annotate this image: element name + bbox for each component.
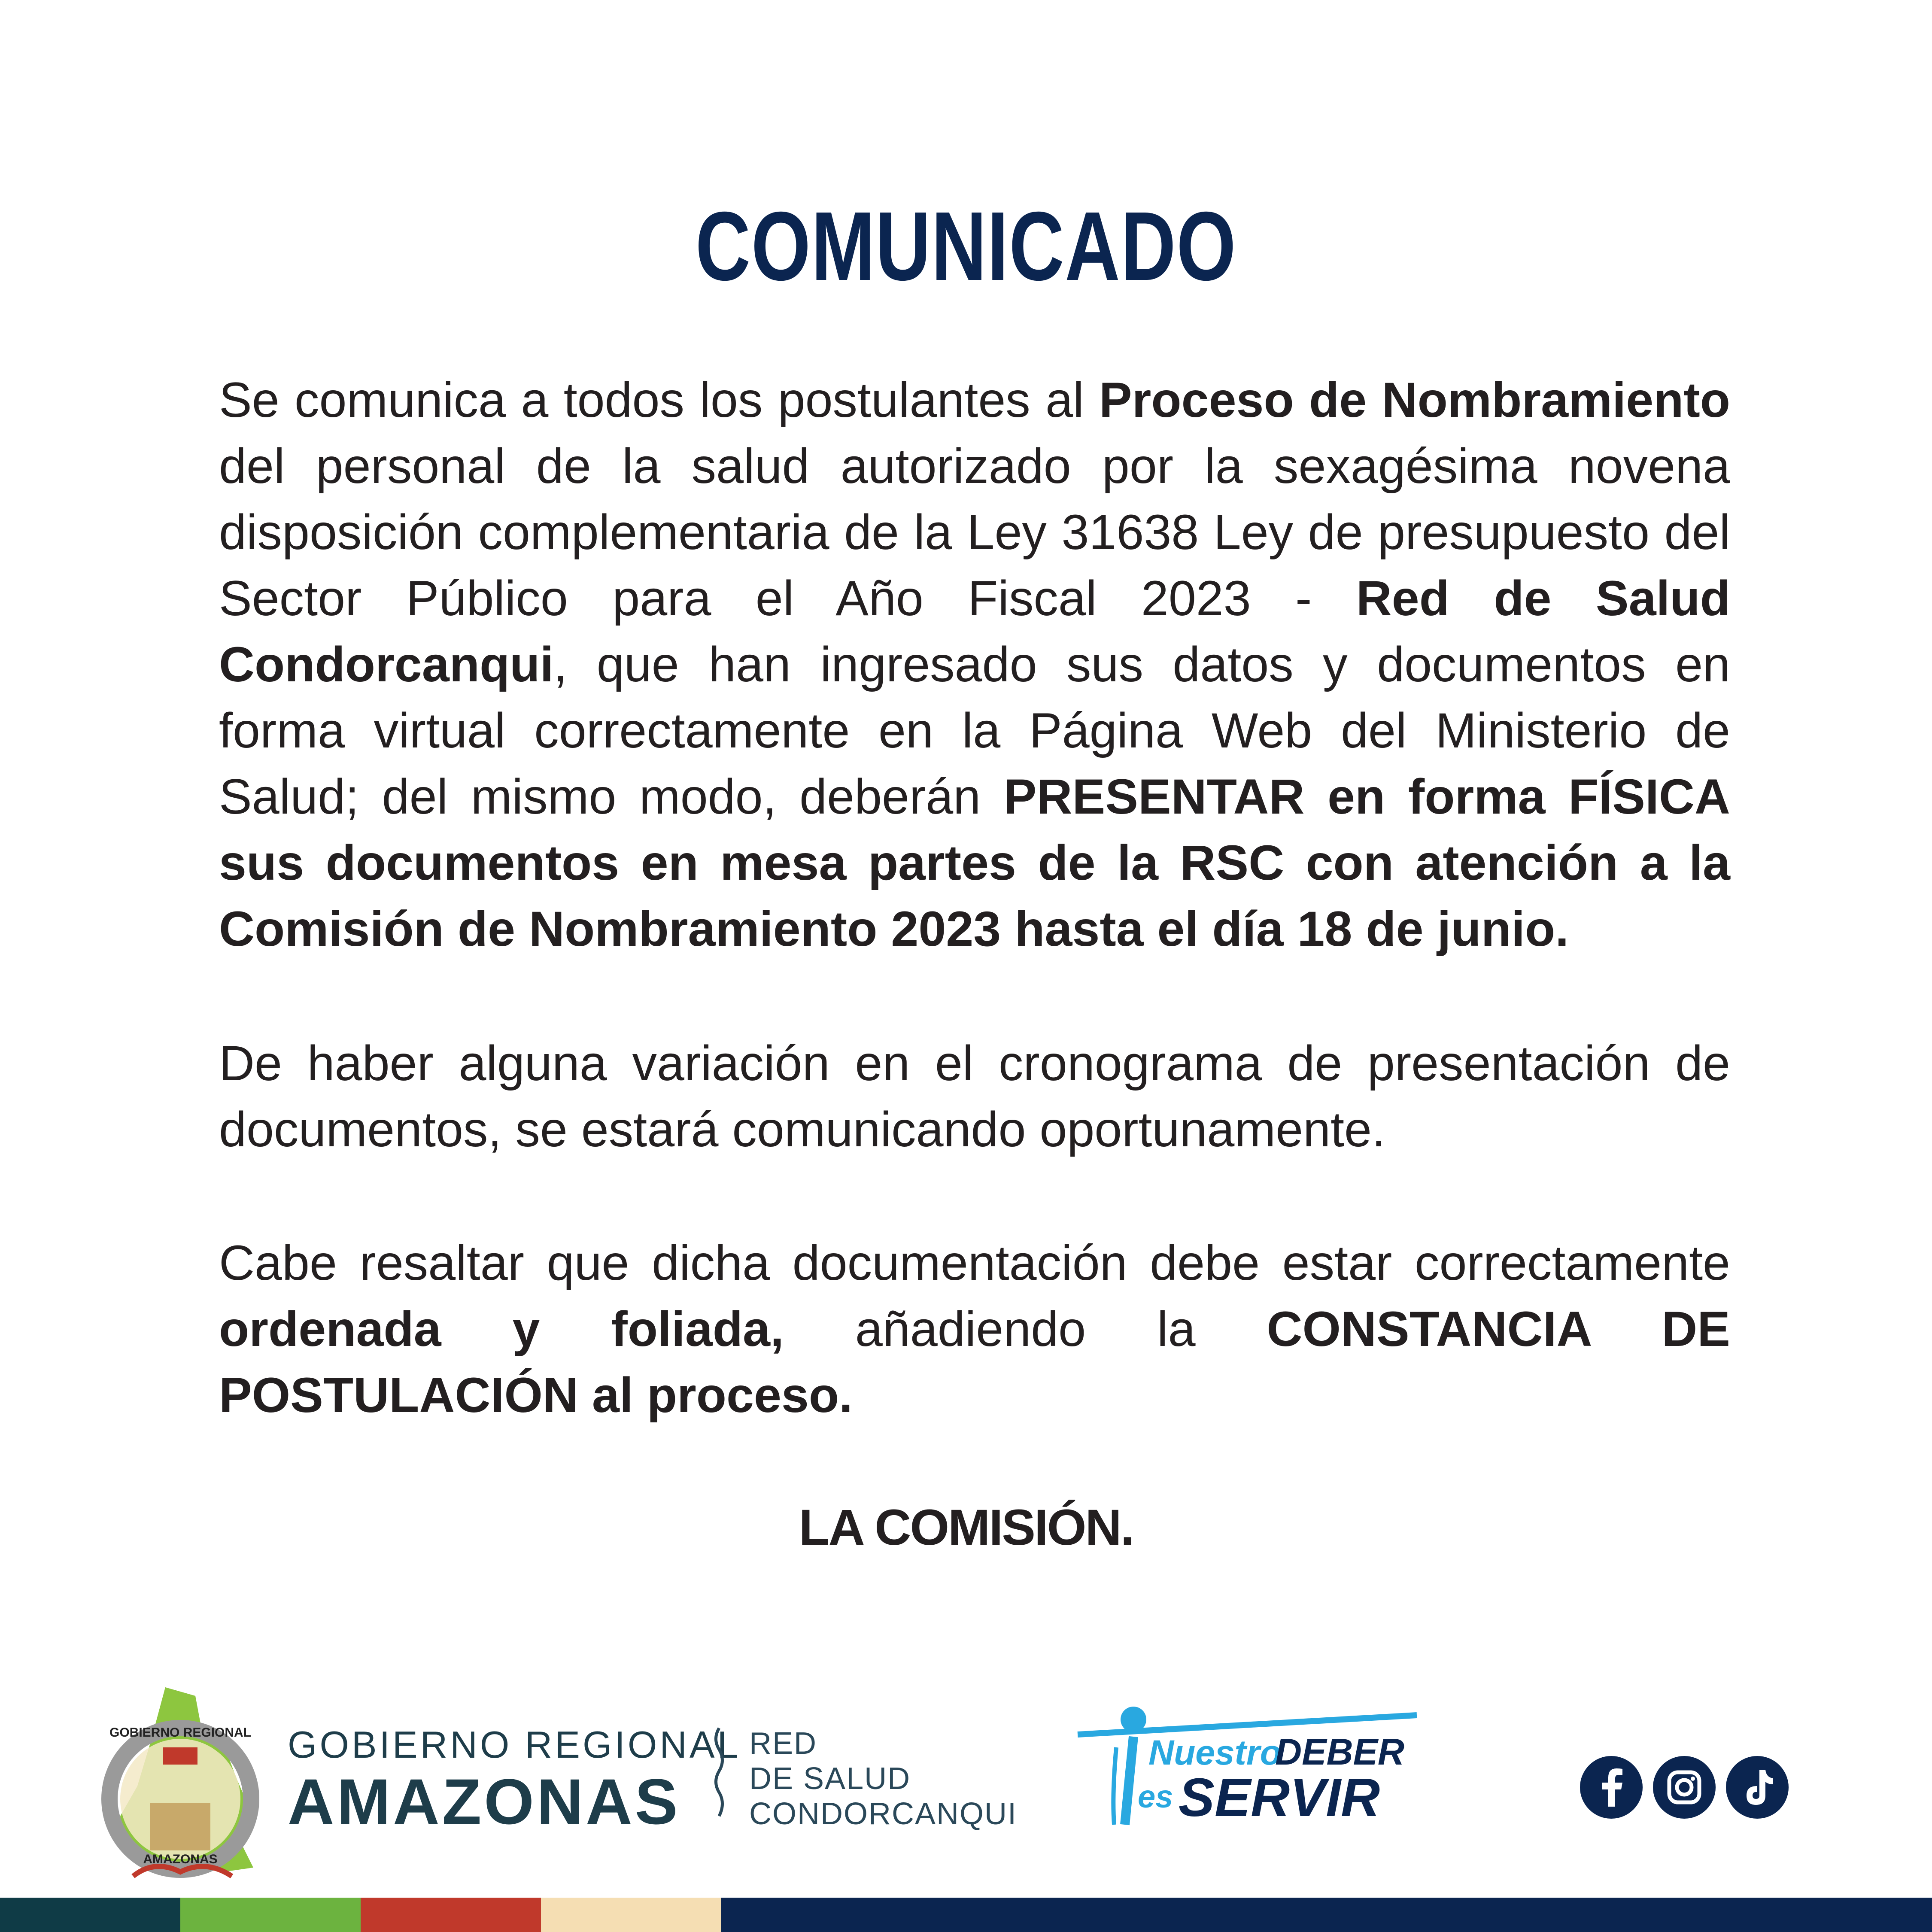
paragraph-requirements: Cabe resaltar que dicha documentación debe estar correctamente ordenada y foliada, añadiendo la CONSTANCIA DE POSTULACIÓN al proceso. <box>219 1236 1730 1423</box>
paragraph-schedule: De haber alguna variación en el cronograma de presentación de documentos, se estará comunicando oportunamente. <box>219 1036 1730 1157</box>
slogan-es: es <box>1138 1779 1173 1814</box>
paragraph-main: Se comunica a todos los postulantes al Proceso de Nombramiento del personal de la salud autorizado por la sexagésima novena disposición complementaria de la Ley 31638 Ley de presupuesto del Sector Público para el Año Fiscal 2023 - Red de Salud Condorcanqui, que han ingresado sus datos y documentos en forma virtual correctamente en la Página Web del Ministerio de Salud; del mismo modo, deberán PRESENTAR en forma FÍSICA sus documentos en mesa partes de la RSC con atención a la Comisión de Nombramiento 2023 hasta el día 18 de junio. <box>219 373 1731 957</box>
signature: LA COMISIÓN. <box>799 1499 1133 1556</box>
stripe-beige <box>541 1898 721 1932</box>
wavy-divider-icon <box>711 1726 728 1820</box>
tiktok-icon[interactable] <box>1726 1756 1789 1819</box>
gobierno-regional-logo <box>94 1679 270 1880</box>
logo-ring-bottom: AMAZONAS <box>143 1852 218 1866</box>
footer <box>0 1674 1932 1898</box>
slogan-servir: SERVIR <box>1179 1767 1380 1828</box>
slogan-deber: DEBER <box>1275 1732 1405 1773</box>
red-line2: DE SALUD <box>749 1762 911 1796</box>
gov-line1: GOBIERNO REGIONAL <box>288 1723 741 1766</box>
page-title: COMUNICADO <box>695 192 1237 301</box>
stripe-teal <box>0 1898 180 1932</box>
gov-line2: AMAZONAS <box>288 1765 680 1838</box>
slogan-logo <box>1073 1696 1417 1838</box>
logo-ring-top: GOBIERNO REGIONAL <box>109 1725 252 1740</box>
red-line1: RED <box>749 1726 817 1761</box>
stripe-red <box>361 1898 541 1932</box>
stripe-navy <box>721 1898 1932 1932</box>
instagram-icon[interactable] <box>1653 1756 1716 1819</box>
red-line3: CONDORCANQUI <box>749 1797 1018 1831</box>
red-de-salud-label <box>749 1726 1017 1832</box>
slogan-nuestro: Nuestro <box>1148 1733 1282 1772</box>
gov-name <box>288 1723 741 1838</box>
facebook-icon[interactable] <box>1580 1756 1643 1819</box>
stripe-green <box>180 1898 361 1932</box>
color-stripes <box>0 1898 1932 1932</box>
